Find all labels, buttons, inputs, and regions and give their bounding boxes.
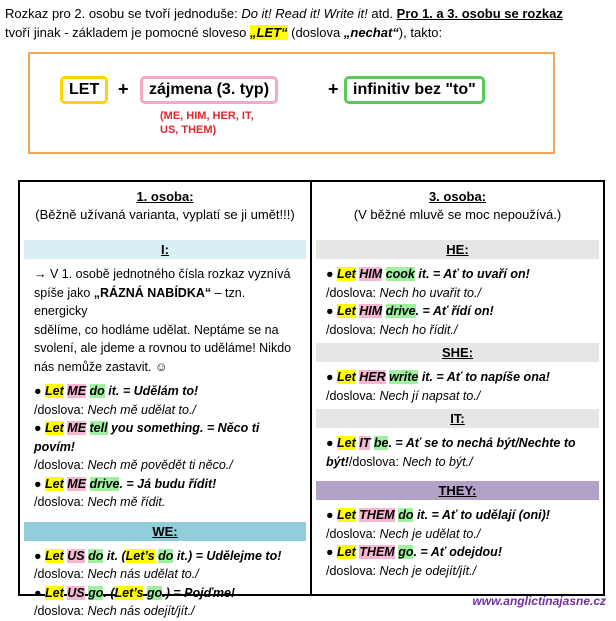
example-line [34, 547, 300, 566]
word-her: HER [359, 370, 386, 384]
i-band: I: [24, 240, 306, 259]
example-let-me-do [20, 382, 310, 419]
intro-let: „LET“ [249, 25, 288, 40]
bullet: ● [326, 436, 334, 450]
word-me: ME [67, 476, 87, 491]
word-let: Let [45, 548, 64, 563]
example-line [34, 475, 300, 494]
doslova-label: /doslova: [34, 495, 88, 509]
word-do: do [398, 508, 414, 522]
example-gloss [34, 602, 300, 621]
example-gloss [34, 493, 300, 512]
note-line-2 [34, 284, 300, 321]
doslova-label: /doslova: [326, 526, 380, 541]
word-them: THEM [359, 508, 395, 522]
doslova-label: /doslova: [326, 322, 380, 337]
example-gloss [326, 321, 593, 340]
example-let-him-drive [312, 302, 603, 339]
she-band: SHE: [316, 343, 599, 362]
gloss-text: Nech nás udělat to./ [87, 567, 199, 581]
bullet: ● [326, 508, 334, 522]
note-line-3: sdělíme, co hodláme udělat. Neptáme se na [34, 322, 279, 337]
pronoun-list-2: US, THEM) [160, 124, 217, 136]
example-line [326, 506, 593, 525]
word-do: do [158, 548, 174, 563]
website-link[interactable]: www.anglictinajasne.cz [472, 594, 606, 608]
example-translation: . = Ať řídí on! [415, 304, 494, 318]
note-line-1: → V 1. osobě jednotného čísla rozkaz vyznívá [34, 267, 291, 281]
infinitive-box: infinitiv bez "to" [344, 76, 485, 104]
first-person-column [20, 182, 312, 618]
bullet: ● [326, 370, 334, 384]
example-translation: .) = Pojďme! [162, 585, 236, 600]
word-let: Let [337, 370, 356, 384]
doslova-label: /doslova: [326, 285, 380, 300]
example-mid: . ( [103, 585, 115, 600]
note-line-5: nás nemůže zastavit. ☺ [34, 359, 168, 374]
doslova-label: /doslova: [348, 454, 403, 469]
note-emphasis: „RÁZNÁ NABÍDKA“ [93, 285, 212, 300]
bullet: ● [326, 267, 334, 281]
example-let-us-go [20, 584, 310, 621]
word-let: Let [45, 384, 64, 398]
third-person-header [312, 182, 603, 224]
word-let: Let [45, 476, 64, 491]
we-band: WE: [24, 522, 306, 541]
word-let: Let [337, 436, 356, 450]
word-go: go [88, 585, 104, 600]
example-translation: . = Ať se to nechá být/Nechte to [388, 436, 576, 450]
word-write: write [389, 370, 419, 384]
intro-text-c: atd. [367, 6, 397, 21]
gloss-text: Nech mě povědět ti něco./ [87, 458, 233, 472]
word-go: go [146, 585, 163, 600]
word-it: IT [359, 436, 371, 450]
plus-sign-1: + [118, 79, 129, 99]
example-line [34, 419, 300, 456]
example-let-it-be [312, 434, 603, 471]
example-gloss [326, 562, 593, 581]
third-person-column [312, 182, 603, 594]
word-do: do [88, 548, 104, 563]
example-let-them-go [312, 543, 603, 580]
example-let-him-cook [312, 265, 603, 302]
doslova-label: /doslova: [34, 458, 88, 472]
example-translation: it. = Ať to udělají (oni)! [413, 508, 550, 522]
doslova-label: /doslova: [34, 402, 88, 417]
gloss-text: Nech jí napsat to./ [379, 388, 481, 403]
formula-diagram [28, 52, 555, 154]
intro-text-d: tvoří jinak - základem je pomocné sloveso [5, 25, 250, 40]
example-line [326, 434, 593, 453]
word-me: ME [67, 384, 87, 398]
gloss-text: Nech mě udělat to./ [87, 402, 196, 417]
bullet: ● [34, 384, 42, 398]
bullet: ● [34, 476, 42, 491]
example-translation: it.) = Udělejme to! [173, 548, 282, 563]
they-band: THEY: [316, 481, 599, 500]
bullet: ● [326, 304, 334, 318]
word-let: Let [337, 267, 356, 281]
let-box: LET [60, 76, 108, 104]
bullet: ● [34, 548, 42, 563]
example-translation: it. = Ať to napíše ona! [418, 370, 550, 384]
example-let-us-do [20, 547, 310, 584]
example-translation: you something. = Něco ti povím! [34, 421, 260, 454]
gloss-text: Nech nás odejít/jít./ [87, 604, 195, 618]
example-line [34, 584, 300, 603]
example-gloss [326, 284, 593, 303]
example-line [326, 265, 593, 284]
bullet: ● [34, 421, 42, 435]
example-let-me-tell [20, 419, 310, 475]
gloss-text: Nech ho řídit./ [379, 322, 458, 337]
gloss-text: Nech to být./ [402, 454, 473, 469]
intro-highlight: Pro 1. a 3. osobu se rozkaz [396, 6, 563, 21]
example-gloss [34, 456, 300, 475]
word-let: Let [337, 508, 356, 522]
word-drive: drive [385, 304, 416, 318]
bullet: ● [34, 585, 42, 600]
word-us: US [67, 548, 85, 563]
note-text-c: – tzn. energicky [34, 285, 246, 318]
word-tell: tell [89, 421, 108, 435]
example-let-them-do [312, 506, 603, 543]
word-lets: Let’s [125, 548, 155, 563]
word-go: go [398, 545, 414, 559]
example-gloss [326, 387, 593, 406]
example-line [326, 302, 593, 321]
example-line [326, 368, 593, 387]
word-me: ME [67, 421, 87, 435]
word-let: Let [337, 545, 356, 559]
doslova-label: /doslova: [326, 563, 380, 578]
gloss-text: Nech je udělat to./ [379, 526, 481, 541]
first-person-subtitle: (Běžně užívaná varianta, vyplatí se ji umět!!!) [35, 207, 295, 222]
it-band: IT: [316, 409, 599, 428]
first-person-header [20, 182, 310, 224]
gloss-text: Nech ho uvařit to./ [379, 285, 481, 300]
example-translation: it. = Ať to uvaří on! [414, 267, 530, 281]
first-person-title: 1. osoba: [136, 189, 194, 204]
example-gloss [326, 453, 593, 472]
doslova-label: /doslova: [34, 567, 88, 581]
note-line-4: svolení, ale jdeme a rovnou to uděláme! Nikdo [34, 341, 292, 355]
word-let: Let [337, 304, 356, 318]
pronoun-box: zájmena (3. typ) [140, 76, 278, 104]
doslova-label: /doslova: [34, 604, 88, 618]
pronoun-list [160, 109, 254, 137]
word-drive: drive [89, 476, 120, 491]
word-lets: Let’s [114, 585, 144, 600]
pronoun-list-1: (ME, HIM, HER, IT, [160, 110, 254, 122]
example-let-her-write [312, 368, 603, 405]
example-gloss [326, 525, 593, 544]
note-text-a: spíše jako [34, 285, 94, 300]
intro-text [5, 4, 611, 42]
third-person-subtitle: (V běžné mluvě se moc nepoužívá.) [353, 207, 562, 222]
third-person-title: 3. osoba: [428, 189, 487, 204]
intro-text-f: ), takto: [398, 25, 443, 40]
translation-cont: být! [326, 454, 349, 469]
i-note [20, 265, 310, 376]
intro-text-e: (doslova [287, 25, 344, 40]
intro-examples: Do it! Read it! Write it! [241, 6, 368, 21]
word-him: HIM [359, 267, 383, 281]
word-do: do [89, 384, 105, 398]
word-them: THEM [359, 545, 395, 559]
word-us: US [67, 585, 85, 600]
example-line [34, 382, 300, 401]
intro-line-2 [5, 23, 611, 42]
word-cook: cook [385, 267, 415, 281]
word-him: HIM [359, 304, 383, 318]
example-mid: it. ( [103, 548, 126, 563]
example-translation: . = Já budu řídit! [119, 476, 217, 491]
example-gloss [34, 401, 300, 420]
plus-sign-2: + [328, 79, 339, 99]
intro-line-1 [5, 4, 611, 23]
example-let-me-drive [20, 475, 310, 512]
doslova-label: /doslova: [326, 388, 380, 403]
example-gloss [34, 565, 300, 584]
example-line [326, 543, 593, 562]
example-translation: it. = Udělám to! [104, 384, 199, 398]
he-band: HE: [316, 240, 599, 259]
example-translation: . = Ať odejdou! [413, 545, 502, 559]
word-let: Let [45, 421, 64, 435]
intro-nechat: „nechat“ [343, 25, 399, 40]
word-let: Let [45, 585, 64, 600]
gloss-text: Nech je odejít/jít./ [379, 563, 477, 578]
word-be: be [373, 436, 389, 450]
bullet: ● [326, 545, 334, 559]
gloss-text: Nech mě řídit. [87, 495, 166, 509]
intro-text-a: Rozkaz pro 2. osobu se tvoří jednoduše: [5, 6, 242, 21]
